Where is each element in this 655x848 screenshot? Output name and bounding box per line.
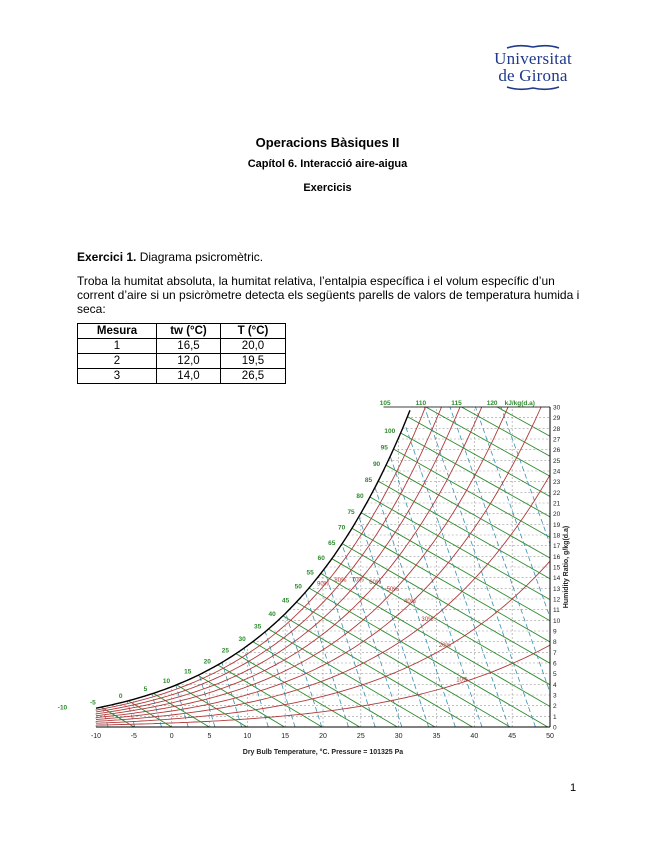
y-tick-label: 3 — [553, 692, 557, 700]
x-axis-title: Dry Bulb Temperature, °C. Pressure = 101325 Pa — [242, 749, 404, 756]
enthalpy-line — [0, 354, 473, 727]
enthalpy-label: 15 — [184, 668, 192, 676]
rh-label: 20% — [438, 642, 451, 649]
enthalpy-line — [0, 354, 96, 727]
table-cell: 20,0 — [221, 339, 286, 354]
exercise-statement: Troba la humitat absoluta, la humitat relativa, l’entalpia específica i el volum específic d’un corrent d’aire si un psicròmetre detecta els següents parells de valors de temperatura humida i seca: — [77, 274, 580, 316]
enthalpy-label: -5 — [89, 699, 96, 707]
enthalpy-line — [221, 354, 655, 727]
y-tick-label: 1 — [553, 713, 557, 721]
x-tick-label: 0 — [169, 733, 174, 740]
y-tick-label: 5 — [553, 671, 557, 679]
table-row — [78, 339, 286, 354]
y-tick-label: 2 — [553, 703, 557, 711]
enthalpy-label: 45 — [282, 597, 290, 605]
enthalpy-line — [260, 354, 655, 727]
x-tick-label: 45 — [508, 733, 517, 740]
table-cell: 16,5 — [157, 339, 221, 354]
volume-line — [77, 354, 188, 727]
y-tick-label: 29 — [553, 415, 561, 423]
enthalpy-unit: kJ/kg(d.a) — [504, 400, 535, 407]
y-tick-label: 6 — [553, 660, 557, 668]
enthalpy-label: 25 — [221, 647, 229, 655]
enthalpy-label: 80 — [356, 493, 364, 501]
y-tick-label: 24 — [553, 468, 561, 476]
y-tick-label: 22 — [553, 489, 561, 497]
rh-label: 90% — [316, 581, 330, 588]
y-tick-label: 4 — [553, 681, 557, 689]
y-tick-label: 16 — [553, 553, 561, 561]
volume-line — [153, 354, 268, 727]
enthalpy-line — [0, 354, 209, 727]
enthalpy-label: 70 — [338, 524, 346, 532]
enthalpy-line — [401, 354, 655, 727]
enthalpy-label: 95 — [380, 444, 388, 452]
x-tick-label: 35 — [432, 733, 441, 740]
y-tick-label: 10 — [553, 617, 561, 625]
y-tick-label: 0 — [553, 724, 557, 732]
y-tick-label: 20 — [553, 511, 561, 519]
volume-line — [52, 354, 162, 727]
enthalpy-label: 65 — [328, 539, 336, 547]
enthalpy-label: 90 — [372, 461, 381, 469]
volume-line — [178, 354, 295, 727]
enthalpy-label: 60 — [317, 554, 325, 562]
y-tick-label: 8 — [553, 639, 557, 647]
enthalpy-label: -10 — [57, 704, 68, 712]
enthalpy-top-label: 115 — [451, 400, 462, 407]
enthalpy-line — [189, 354, 655, 727]
enthalpy-line — [295, 354, 655, 727]
y-tick-label: 19 — [553, 521, 561, 529]
enthalpy-line — [330, 354, 655, 727]
table-cell: 26,5 — [221, 369, 286, 384]
y-tick-label: 21 — [553, 500, 561, 508]
section-title: Exercicis — [303, 182, 352, 194]
logo-line-1: Universitat — [494, 49, 572, 68]
table-header-row — [78, 324, 286, 339]
enthalpy-label: 20 — [203, 658, 211, 666]
table-row — [78, 354, 286, 369]
table-cell: 3 — [78, 369, 157, 384]
exercise-heading — [77, 250, 263, 264]
volume-line — [27, 354, 135, 727]
y-tick-label: 13 — [553, 585, 561, 593]
y-tick-label: 14 — [553, 575, 561, 583]
rh-label: 50% — [386, 586, 399, 593]
enthalpy-label: 5 — [143, 686, 148, 694]
enthalpy-line — [0, 354, 134, 727]
y-tick-label: 26 — [553, 447, 561, 455]
y-axis-title: Humidity Ratio, g/kg(d.a) — [563, 525, 570, 609]
rh-label: 30% — [421, 617, 434, 624]
enthalpy-line — [0, 354, 360, 727]
university-logo — [488, 44, 578, 104]
enthalpy-line — [0, 354, 585, 727]
table-cell: 2 — [78, 354, 157, 369]
logo-line-2: de Girona — [498, 66, 568, 85]
x-tick-label: 25 — [356, 733, 365, 740]
y-tick-label: 7 — [553, 649, 557, 657]
enthalpy-label: 10 — [162, 677, 171, 685]
exercise-label: Exercici 1. — [77, 250, 137, 264]
volume-line — [355, 354, 482, 727]
enthalpy-line — [118, 354, 655, 727]
volume-line — [280, 354, 402, 727]
enthalpy-line — [0, 354, 322, 727]
x-tick-label: -10 — [90, 733, 102, 740]
volume-line — [381, 354, 509, 727]
x-tick-label: 5 — [207, 733, 212, 740]
x-tick-label: 40 — [470, 733, 479, 740]
volume-line — [406, 354, 535, 727]
table-cell: 19,5 — [221, 354, 286, 369]
x-tick-label: 20 — [319, 733, 327, 740]
enthalpy-line — [0, 354, 247, 727]
enthalpy-label: 50 — [294, 583, 302, 591]
y-tick-label: 28 — [553, 425, 561, 433]
course-title: Operacions Bàsiques II — [255, 135, 400, 150]
x-tick-label: -5 — [130, 733, 137, 740]
psychrometric-chart — [57, 395, 575, 760]
enthalpy-label: 35 — [254, 623, 262, 631]
measurements-table — [77, 323, 286, 384]
y-tick-label: 23 — [553, 479, 561, 487]
column-header: tw (°C) — [157, 324, 221, 339]
rh-label: 80% — [334, 578, 347, 585]
enthalpy-top-label: 110 — [415, 400, 427, 407]
volume-line — [103, 354, 215, 727]
enthalpy-line — [0, 354, 284, 727]
volume-line — [1, 354, 108, 727]
x-tick-label: 30 — [394, 733, 403, 740]
page-number: 1 — [570, 782, 577, 794]
y-tick-label: 30 — [553, 404, 561, 412]
table-cell: 12,0 — [157, 354, 221, 369]
y-tick-label: 17 — [553, 543, 561, 551]
rh-label: 60% — [369, 580, 382, 587]
chapter-title: Capítol 6. Interacció aire-aigua — [247, 158, 408, 170]
enthalpy-line — [0, 354, 510, 727]
volume-line — [482, 354, 616, 727]
rh-label: 10% — [456, 677, 469, 684]
enthalpy-label: 85 — [364, 477, 373, 485]
x-tick-label: 15 — [281, 733, 290, 740]
column-header: Mesura — [78, 324, 157, 339]
x-tick-label: 50 — [546, 733, 554, 740]
rh-label: 70% — [351, 577, 364, 584]
enthalpy-label: 55 — [306, 569, 314, 577]
table-cell: 14,0 — [157, 369, 221, 384]
enthalpy-label: 100 — [384, 428, 396, 436]
enthalpy-label: 75 — [347, 509, 355, 517]
y-tick-label: 27 — [553, 436, 561, 444]
y-tick-label: 12 — [553, 596, 561, 604]
y-tick-label: 9 — [553, 628, 557, 636]
rh-label: 40% — [404, 598, 417, 605]
y-tick-label: 15 — [553, 564, 561, 572]
enthalpy-line — [154, 354, 655, 727]
enthalpy-line — [0, 354, 397, 727]
enthalpy-label: 30 — [238, 635, 246, 643]
enthalpy-label: 40 — [268, 610, 276, 618]
logo-bottom-ornament — [505, 84, 561, 92]
x-tick-label: 10 — [243, 733, 252, 740]
table-cell: 1 — [78, 339, 157, 354]
y-tick-label: 25 — [553, 457, 561, 465]
column-header: T (°C) — [221, 324, 286, 339]
table-row — [78, 369, 286, 384]
enthalpy-top-label: 105 — [379, 400, 391, 407]
y-tick-label: 18 — [553, 532, 561, 540]
enthalpy-line — [0, 354, 172, 727]
enthalpy-top-label: 120 — [486, 400, 498, 407]
exercise-title: Diagrama psicromètric. — [136, 250, 264, 264]
enthalpy-label: 0 — [118, 693, 123, 701]
y-tick-label: 11 — [553, 607, 560, 615]
